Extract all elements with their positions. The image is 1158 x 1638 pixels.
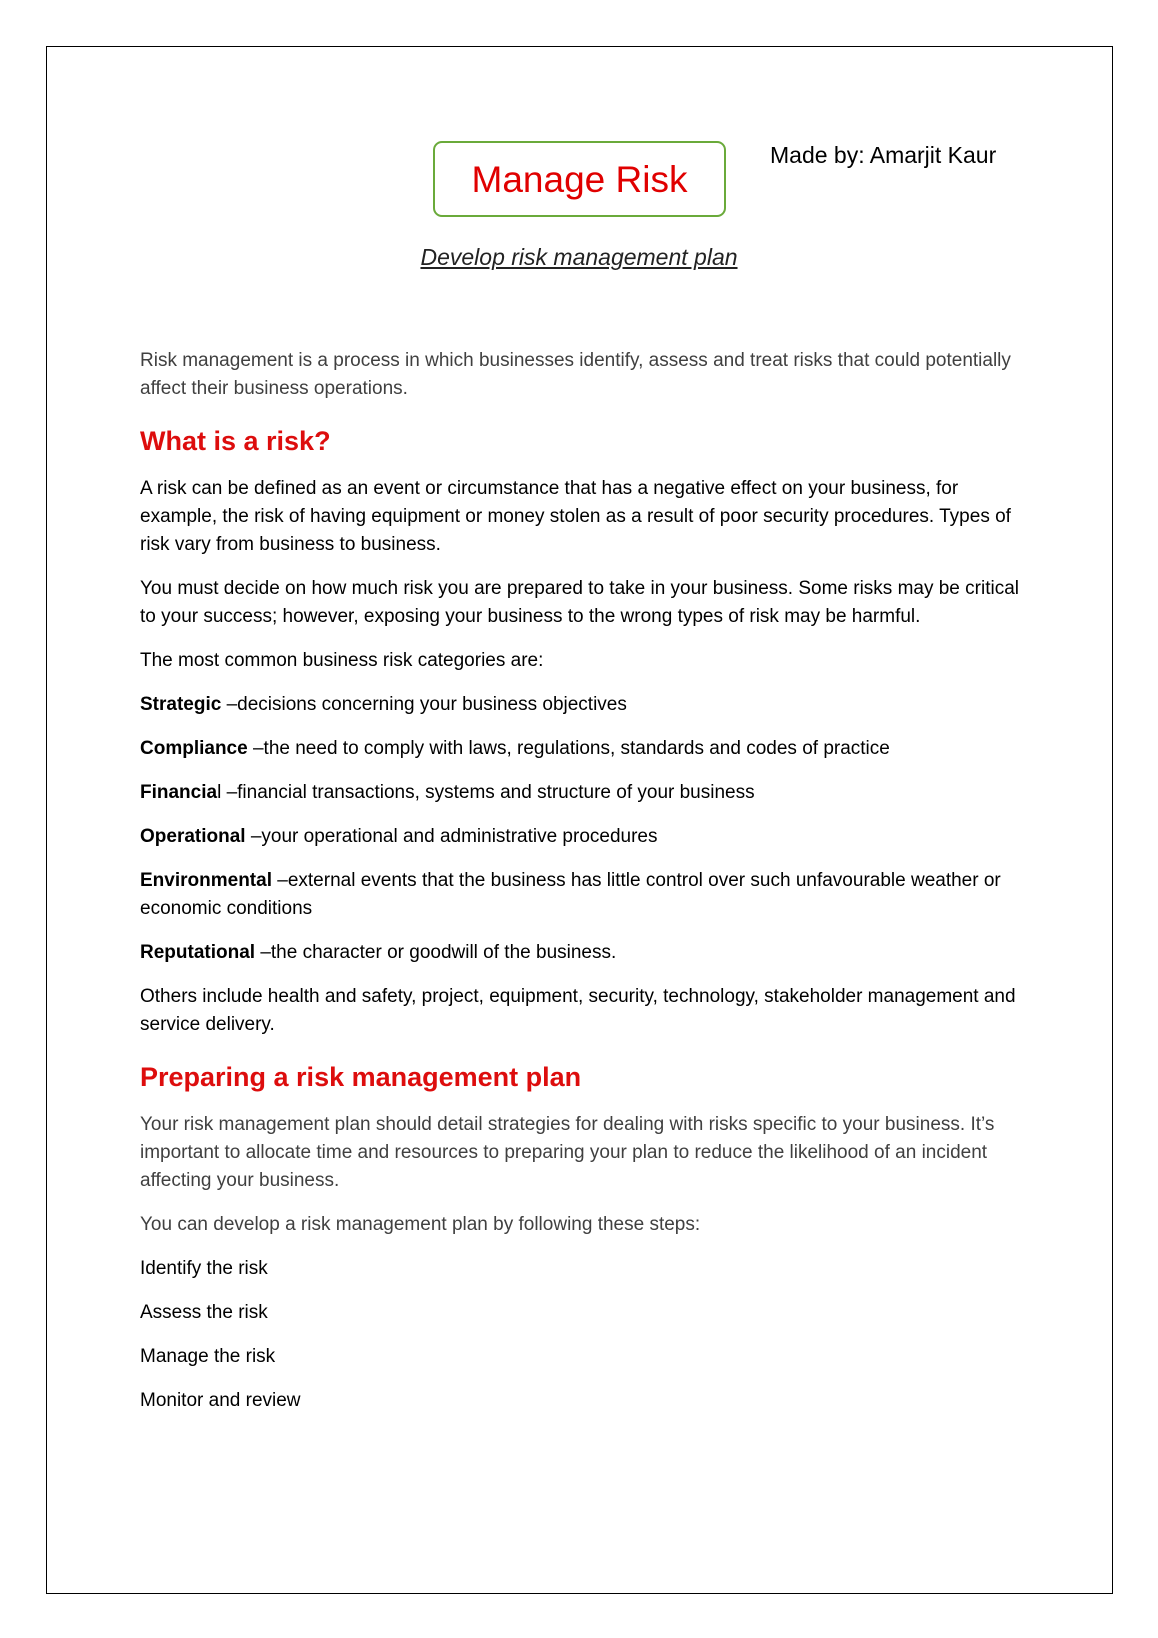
category-item [140, 823, 1020, 851]
category-item [140, 779, 1020, 807]
page-title: Manage Risk [471, 158, 688, 200]
category-term: Financia [140, 782, 218, 803]
risk-appetite-paragraph: You must decide on how much risk you are prepared to take in your business. Some risks may be critical to your success; however, exposing your business to the wrong types of risk may be harmful. [140, 578, 1019, 627]
category-desc: –your operational and administrative procedures [245, 826, 658, 847]
category-item [140, 939, 1020, 967]
heading-what-is-risk: What is a risk? [140, 426, 331, 456]
intro-paragraph: Risk management is a process in which businesses identify, assess and treat risks that could potentially affect their business operations. [140, 350, 1011, 399]
author-line: Made by: Amarjit Kaur [770, 142, 997, 168]
category-term: Strategic [140, 694, 222, 715]
step-item: Manage the risk [140, 1346, 276, 1367]
category-term: Operational [140, 826, 246, 847]
category-term: Environmental [140, 870, 272, 891]
category-desc: –the need to comply with laws, regulations, standards and codes of practice [247, 738, 890, 759]
category-term: Compliance [140, 738, 248, 759]
category-term: Reputational [140, 942, 256, 963]
plan-paragraph: Your risk management plan should detail strategies for dealing with risks specific to your business. It’s important to allocate time and resources to preparing your plan to reduce the likelihood of an incident affecting your business. [140, 1114, 995, 1191]
category-desc: l –financial transactions, systems and structure of your business [217, 782, 755, 803]
step-item: Monitor and review [140, 1390, 301, 1411]
category-item [140, 735, 1020, 763]
heading-preparing-plan: Preparing a risk management plan [140, 1062, 582, 1092]
steps-intro: You can develop a risk management plan by following these steps: [140, 1214, 701, 1235]
category-desc: –decisions concerning your business objectives [221, 694, 627, 715]
categories-intro: The most common business risk categories are: [140, 650, 544, 671]
step-item: Identify the risk [140, 1258, 268, 1279]
risk-definition-paragraph: A risk can be defined as an event or circumstance that has a negative effect on your business, for example, the risk of having equipment or money stolen as a result of poor security procedures. Types of risk vary from business to business. [140, 478, 1011, 555]
category-item [140, 691, 1020, 719]
document-body [140, 347, 1020, 1431]
category-desc: –external events that the business has little control over such unfavourable weather or economic conditions [140, 870, 1001, 919]
category-desc: –the character or goodwill of the business. [255, 942, 617, 963]
category-item [140, 867, 1020, 923]
title-box [433, 141, 726, 217]
step-item: Assess the risk [140, 1302, 268, 1323]
other-risks-paragraph: Others include health and safety, project, equipment, security, technology, stakeholder management and service delivery. [140, 986, 1016, 1035]
subtitle: Develop risk management plan [420, 244, 738, 270]
